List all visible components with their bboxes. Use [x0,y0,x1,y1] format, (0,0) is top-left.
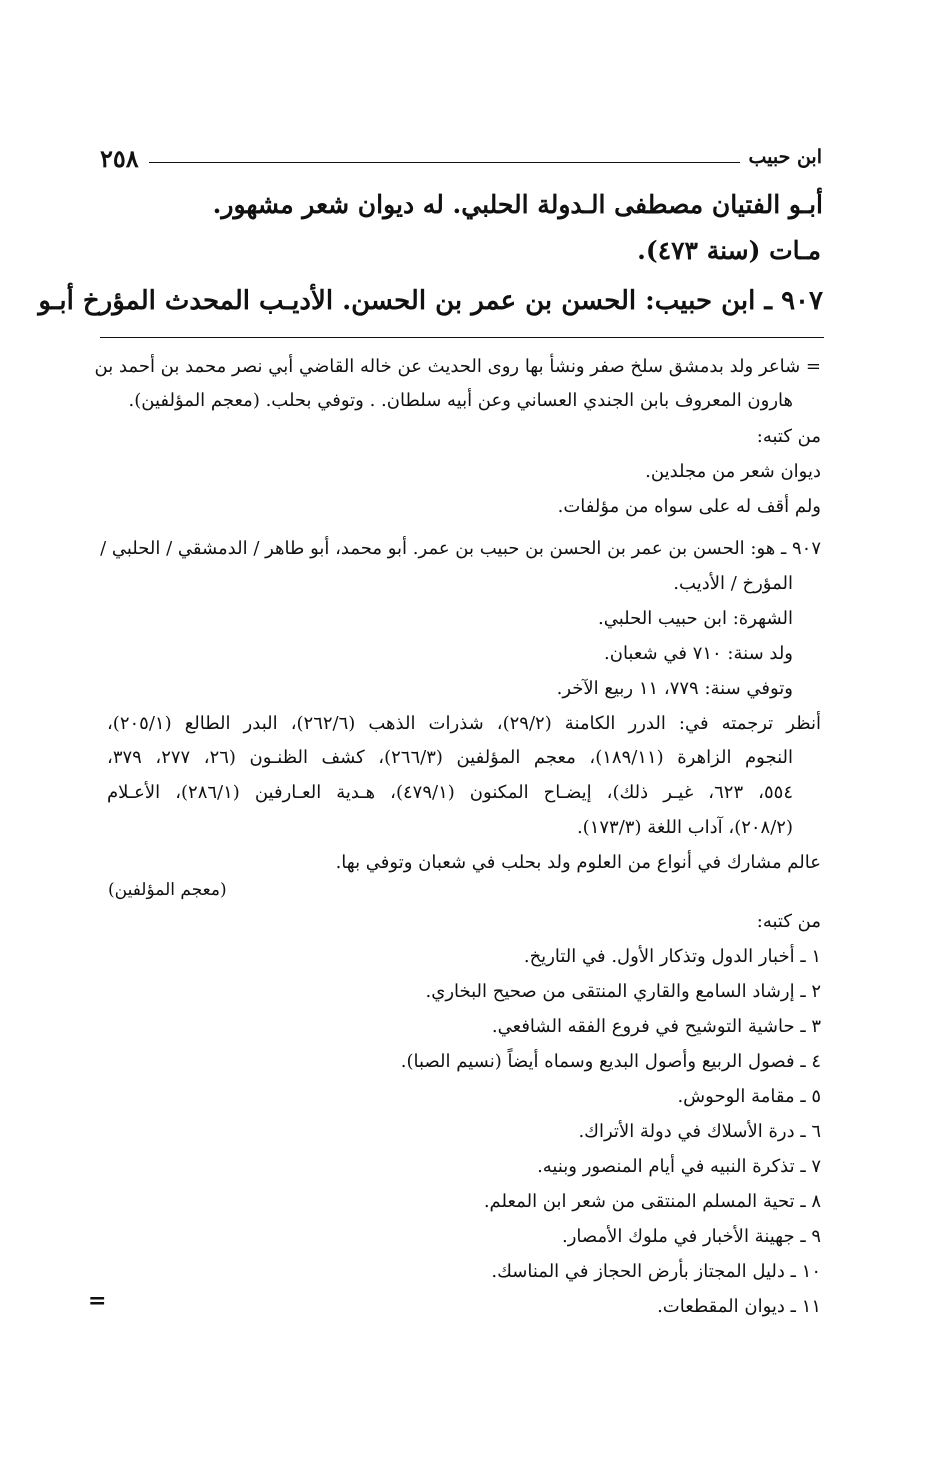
continuation-mark: = [88,1288,107,1314]
book-item: ٦ ـ درة الأسلاك في دولة الأتراك. [578,1121,821,1142]
running-title: ابن حبيب [748,146,822,168]
books-label: من كتبه: [756,426,821,447]
header-rule [149,162,740,163]
footnote-separator [100,337,824,338]
references-line: ٥٥٤، ٦٢٣، غيـر ذلك)، إيضـاح المكنون (٤٧٩/١)، هـدية العـارفين (٢٨٦/١)، الأعـلام [107,782,793,803]
book-item: ٥ ـ مقامة الوحوش. [677,1086,821,1107]
book-item: ٣ ـ حاشية التوشيح في فروع الفقه الشافعي. [491,1016,821,1037]
page-header [92,140,822,180]
book-item: ١١ ـ ديوان المقطعات. [657,1296,821,1317]
fame-line: الشهرة: ابن حبيب الحلبي. [597,608,793,629]
book-item: ١ ـ أخبار الدول وتذكار الأول. في التاريخ. [523,946,821,967]
book-item: ٨ ـ تحية المسلم المنتقى من شعر ابن المعلم. [483,1191,821,1212]
footnote-line: = شاعر ولد بدمشق سلخ صفر ونشأ بها روى الحديث عن خاله القاضي أبي نصر محمد بن أحمد بن [94,356,821,377]
continuation-line-2: مـات (سنة ٤٧٣). [637,236,821,265]
bio-line: عالم مشارك في أنواع من العلوم ولد بحلب في شعبان وتوفي بها. [335,852,821,873]
book-item: ديوان شعر من مجلدين. [645,461,821,482]
book-item: ٢ ـ إرشاد السامع والقاري المنتقى من صحيح البخاري. [425,981,821,1002]
book-item: ٤ ـ فصول الربيع وأصول البديع وسماه أيضاً (نسيم الصبا). [400,1051,821,1072]
bio-source: (معجم المؤلفين) [108,880,227,900]
book-item: ١٠ ـ دليل المجتاز بأرض الحجاز في المناسك. [491,1261,821,1282]
references-line: (٢٠٨/٢)، آداب اللغة (١٧٣/٣). [576,817,793,838]
page-number: ٢٥٨ [100,144,139,173]
died-line: وتوفي سنة: ٧٧٩، ١١ ربيع الآخر. [556,678,793,699]
references-line: النجوم الزاهرة (١٨٩/١١)، معجم المؤلفين (٢٦٦/٣)، كشف الظنـون (٢٦، ٢٧٧، ٣٧٩، [107,747,794,768]
references-line: أنظر ترجمته في: الدرر الكامنة (٢٩/٢)، شذرات الذهب (٢٦٢/٦)، البدر الطالع (٢٠٥/١)، [107,713,821,734]
books-label: من كتبه: [756,911,821,932]
footnote-entry-line: ٩٠٧ ـ هو: الحسن بن عمر بن الحسن بن حبيب بن عمر. أبو محمد، أبو طاهر / الدمشقي / الحلبي / [100,538,821,559]
book-item: ٧ ـ تذكرة النبيه في أيام المنصور وبنيه. [537,1156,821,1177]
book-item: ٩ ـ جهينة الأخبار في ملوك الأمصار. [562,1226,821,1247]
continuation-line-1: أبـو الفتيان مصطفى الـدولة الحلبي. له ديوان شعر مشهور. [212,190,823,219]
footnote-line: هارون المعروف بابن الجندي العساني وعن أبيه سلطان. . وتوفي بحلب. (معجم المؤلفين). [128,390,793,411]
entry-heading: ٩٠٧ ـ ابن حبيب: الحسن بن عمر بن الحسن. الأديـب المحدث المؤرخ أبـو [38,286,823,316]
born-line: ولد سنة: ٧١٠ في شعبان. [604,643,793,664]
closing-note: ولم أقف له على سواه من مؤلفات. [557,496,821,517]
footnote-entry-line: المؤرخ / الأديب. [673,573,793,594]
